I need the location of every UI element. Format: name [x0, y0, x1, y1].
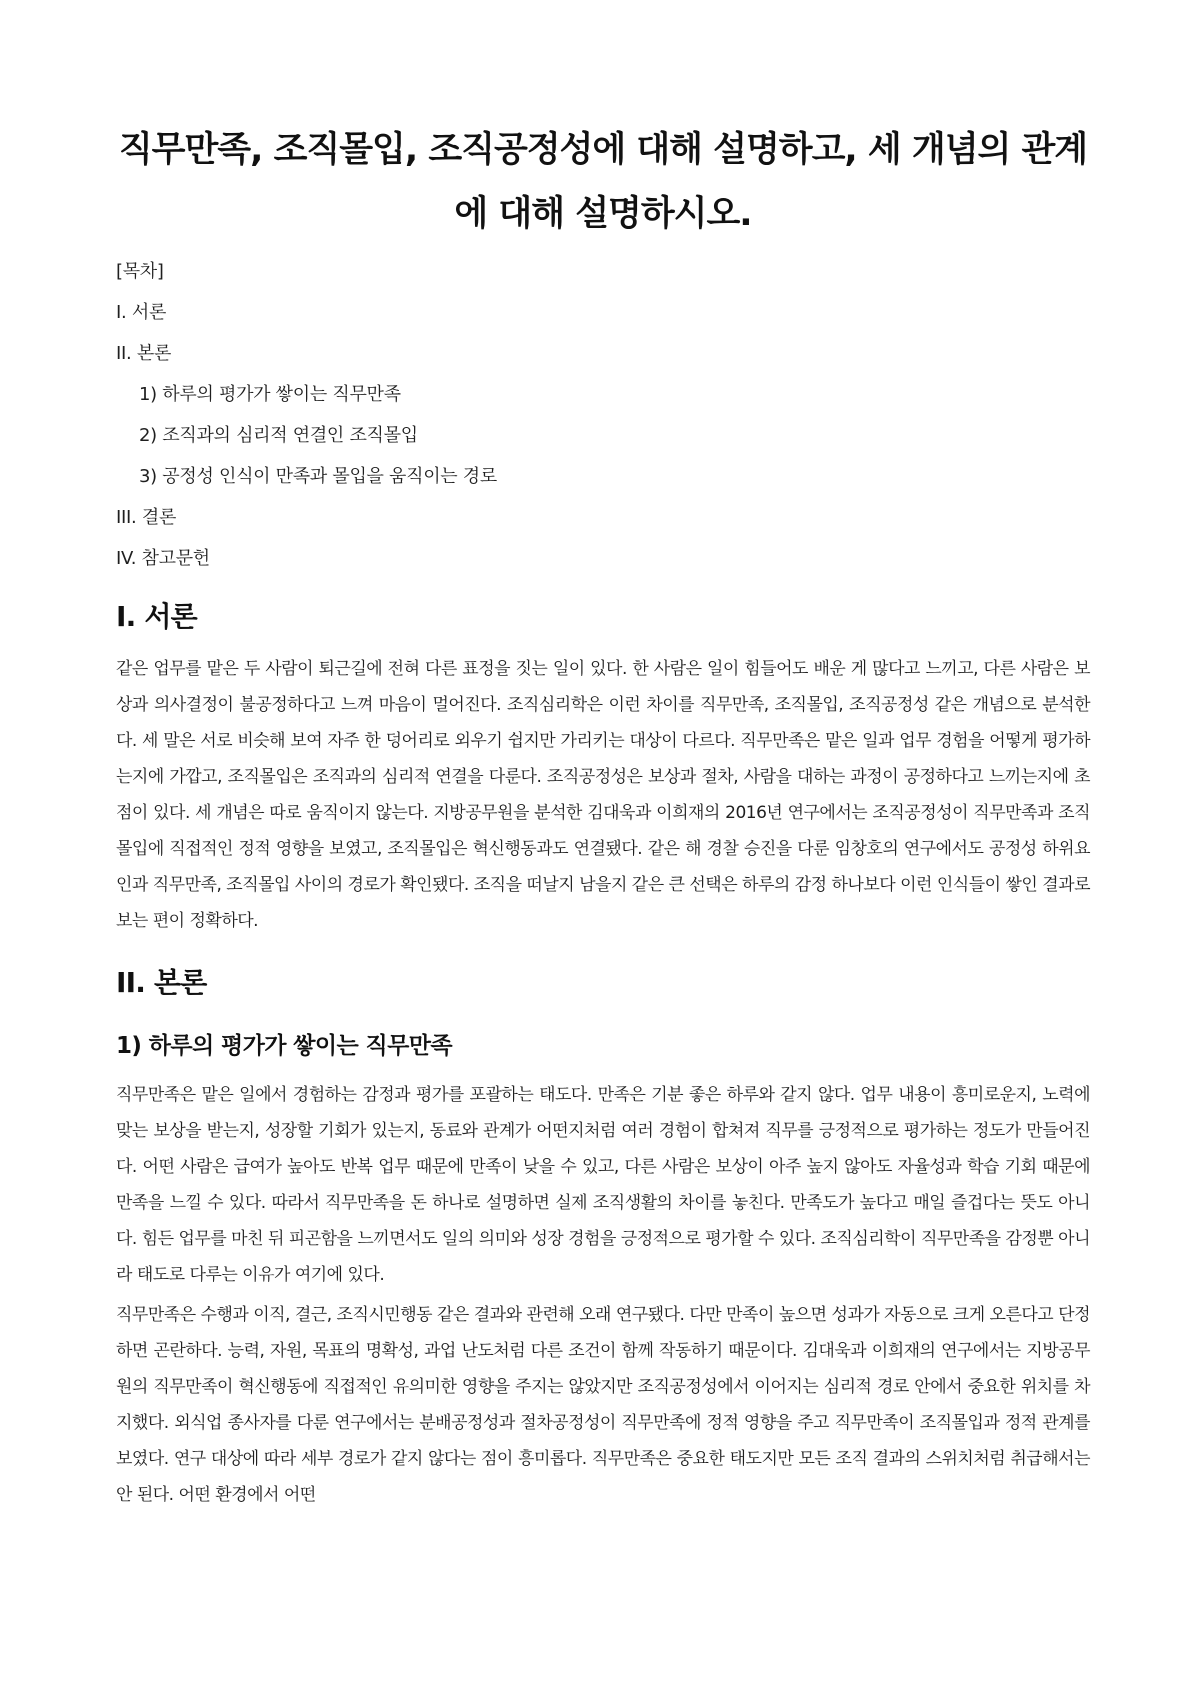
toc-heading: [목차] [116, 261, 164, 282]
toc-item: I. 서론 [116, 302, 167, 323]
toc-subitem: 1) 하루의 평가가 쌓이는 직무만족 [139, 384, 401, 405]
section-heading-intro: I. 서론 [116, 600, 197, 633]
document-title: 직무만족, 조직몰입, 조직공정성에 대해 설명하고, 세 개념의 관계에 대해 설명하시오. [118, 130, 1088, 234]
toc-item: III. 결론 [116, 507, 177, 528]
subsection-heading-job-satisfaction: 1) 하루의 평가가 쌓이는 직무만족 [116, 1033, 452, 1059]
table-of-contents [116, 260, 1090, 571]
toc-item: IV. 참고문헌 [116, 548, 210, 569]
intro-paragraph: 같은 업무를 맡은 두 사람이 퇴근길에 전혀 다른 표정을 짓는 일이 있다. 한 사람은 일이 힘들어도 배운 게 많다고 느끼고, 다른 사람은 보상과 의사결정이 불공정하다고 느껴 마음이 멀어진다. 조직심리학은 이런 차이를 직무만족, 조직몰입, 조직공정성 같은 개념으로 분석한다. 세 말은 서로 비슷해 보여 자주 한 덩어리로 외우기 쉽지만 가리키는 대상이 다르다. 직무만족은 맡은 일과 업무 경험을 어떻게 평가하는지에 가깝고, 조직몰입은 조직과의 심리적 연결을 다룬다. 조직공정성은 보상과 절차, 사람을 대하는 과정이 공정하다고 느끼는지에 초점이 있다. 세 개념은 따로 움직이지 않는다. 지방공무원을 분석한 김대욱과 이희재의 2016년 연구에서는 조직공정성이 직무만족과 조직몰입에 직접적인 정적 영향을 보였고, 조직몰입은 혁신행동과도 연결됐다. 같은 해 경찰 승진을 다룬 임창호의 연구에서도 공정성 하위요인과 직무만족, 조직몰입 사이의 경로가 확인됐다. 조직을 떠날지 남을지 같은 큰 선택은 하루의 감정 하나보다 이런 인식들이 쌓인 결과로 보는 편이 정확하다. [116, 659, 1090, 931]
section-heading-body: II. 본론 [116, 966, 207, 999]
body-paragraph: 직무만족은 수행과 이직, 결근, 조직시민행동 같은 결과와 관련해 오래 연구됐다. 다만 만족이 높으면 성과가 자동으로 크게 오른다고 단정하면 곤란하다. 능력, 자원, 목표의 명확성, 과업 난도처럼 다른 조건이 함께 작동하기 때문이다. 김대욱과 이희재의 연구에서는 지방공무원의 직무만족이 혁신행동에 직접적인 유의미한 영향을 주지는 않았지만 조직공정성에서 이어지는 심리적 경로 안에서 중요한 위치를 차지했다. 외식업 종사자를 다룬 연구에서는 분배공정성과 절차공정성이 직무만족에 정적 영향을 주고 직무만족이 조직몰입과 정적 관계를 보였다. 연구 대상에 따라 세부 경로가 같지 않다는 점이 흥미롭다. 직무만족은 중요한 태도지만 모든 조직 결과의 스위치처럼 취급해서는 안 된다. 어떤 환경에서 어떤 [116, 1305, 1090, 1505]
toc-subitem: 3) 공정성 인식이 만족과 몰입을 움직이는 경로 [139, 466, 497, 487]
toc-item: II. 본론 [116, 343, 172, 364]
toc-subitem: 2) 조직과의 심리적 연결인 조직몰입 [139, 425, 418, 446]
body-paragraph: 직무만족은 맡은 일에서 경험하는 감정과 평가를 포괄하는 태도다. 만족은 기분 좋은 하루와 같지 않다. 업무 내용이 흥미로운지, 노력에 맞는 보상을 받는지, 성장할 기회가 있는지, 동료와 관계가 어떤지처럼 여러 경험이 합쳐져 직무를 긍정적으로 평가하는 정도가 만들어진다. 어떤 사람은 급여가 높아도 반복 업무 때문에 만족이 낮을 수 있고, 다른 사람은 보상이 아주 높지 않아도 자율성과 학습 기회 때문에 만족을 느낄 수 있다. 따라서 직무만족을 돈 하나로 설명하면 실제 조직생활의 차이를 놓친다. 만족도가 높다고 매일 즐겁다는 뜻도 아니다. 힘든 업무를 마친 뒤 피곤함을 느끼면서도 일의 의미와 성장 경험을 긍정적으로 평가할 수 있다. 조직심리학이 직무만족을 감정뿐 아니라 태도로 다루는 이유가 여기에 있다. [116, 1085, 1090, 1285]
